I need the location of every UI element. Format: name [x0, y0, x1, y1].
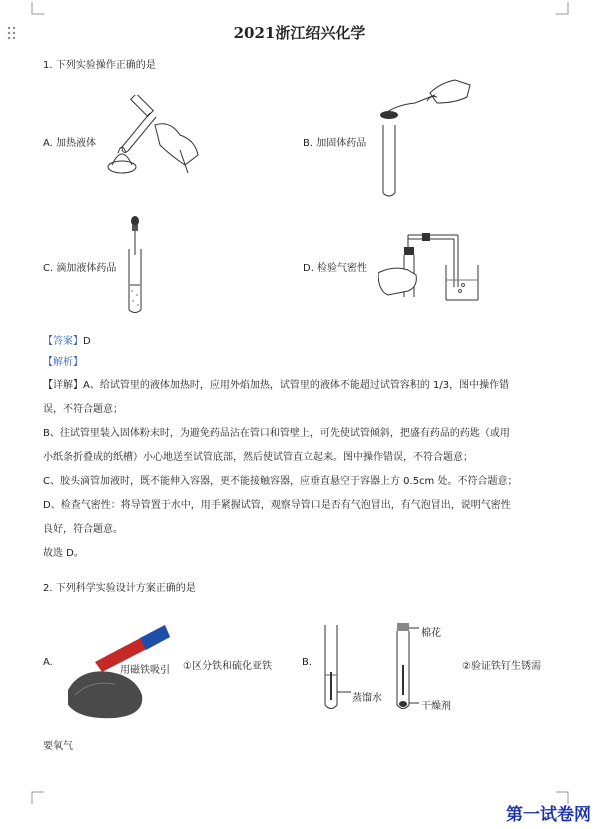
q1-option-a: A. 加热液体 [43, 138, 97, 149]
figure-heating-liquid [100, 95, 205, 180]
page-title: 2021浙江绍兴化学 [233, 24, 366, 42]
q2-magnet-text: 用磁铁吸引 [120, 665, 170, 676]
figure-dropper [120, 215, 150, 315]
detail-line-7: 良好，符合题意。 [43, 524, 123, 535]
figure-adding-solid [375, 75, 475, 200]
q2-option-a-label: A. [43, 657, 53, 668]
q2-water-label: 蒸馏水 [352, 693, 382, 704]
q2-option-b-caption-cont: 要氧气 [43, 741, 73, 752]
corner-mark-bottom-left [30, 790, 44, 804]
detail-line-1: 【详解】A、给试管里的液体加热时，应用外焰加热，试管里的液体不能超过试管容积的 1/3，图中操作错 [43, 380, 510, 391]
q2-option-b-caption: ②验证铁钉生锈需 [462, 661, 541, 672]
question-1-stem: 1. 下列实验操作正确的是 [43, 60, 156, 71]
answer-tag: 【答案】 [43, 336, 83, 347]
q2-desiccant-label: 干燥剂 [421, 701, 451, 712]
detail-tag: 【详解】 [43, 380, 83, 391]
detail-line-3: B、往试管里装入固体粉末时，为避免药品沾在管口和管壁上，可先使试管倾斜，把盛有药品的药匙（或用 [43, 428, 510, 439]
q2-option-b-label: B. [302, 657, 313, 668]
detail-line-6: D、检查气密性：将导管置于水中，用手紧握试管，观察导管口是否有气泡冒出，有气泡冒出，说明气密性 [43, 500, 511, 511]
footer-watermark: 第一试卷网 [506, 805, 591, 825]
detail-line-5: C、胶头滴管加液时，既不能伸入容器，更不能接触容器，应垂直悬空于容器上方 0.5cm 处。不符合题意； [43, 476, 518, 487]
detail-line-8: 故选 D。 [43, 548, 84, 559]
question-2-stem: 2. 下列科学实验设计方案正确的是 [43, 583, 196, 594]
detail-paragraph [43, 374, 563, 566]
q2-cotton-label: 棉花 [421, 628, 441, 639]
detail-line-2: 误，不符合题意； [43, 404, 123, 415]
figure-rust-test-tubes [315, 620, 425, 720]
q1-option-c: C. 滴加液体药品 [43, 263, 117, 274]
detail-line-4: 小纸条折叠成的纸槽）小心地送至试管底部，然后使试管直立起来。图中操作错误，不符合题意； [43, 452, 473, 463]
q1-option-b: B. 加固体药品 [303, 138, 367, 149]
q1-option-d: D. 检验气密性 [303, 263, 368, 274]
answer-value: D [83, 336, 91, 347]
q2-option-a-caption: ①区分铁和硫化亚铁 [183, 661, 272, 672]
figure-airtightness [378, 225, 488, 303]
corner-mark-top-left [30, 2, 44, 16]
analysis-tag: 【解析】 [43, 357, 83, 368]
answer-line [43, 329, 91, 348]
corner-mark-top-right [556, 2, 570, 16]
